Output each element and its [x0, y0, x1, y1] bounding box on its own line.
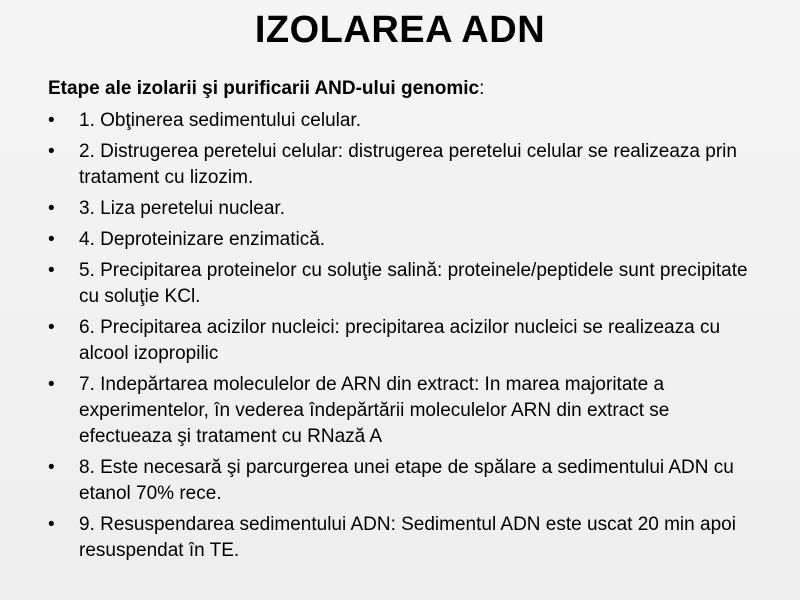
- step-text: 1. Obţinerea sedimentului celular.: [79, 110, 361, 131]
- step-text: 7. Indepărtarea moleculelor de ARN din extract: In marea majoritate a experimentelor, în vederea îndepărtării moleculelor ARN din extract se efectueaza şi tratament cu RNază A: [79, 374, 670, 447]
- step-text: 8. Este necesară şi parcurgerea unei etape de spălare a sedimentului ADN cu etanol 70% rece.: [79, 457, 734, 504]
- subtitle-bold-text: Etape ale izolarii şi purificarii AND-ului genomic: [48, 78, 480, 99]
- step-text: 2. Distrugerea peretelui celular: distrugerea peretelui celular se realizeaza prin tratament cu lizozim.: [79, 141, 737, 188]
- bullet-icon: •: [48, 141, 55, 162]
- bullet-icon: •: [48, 457, 55, 478]
- bullet-icon: •: [48, 110, 55, 131]
- bullet-icon: •: [48, 317, 55, 338]
- step-item: [48, 139, 763, 191]
- slide-title: IZOLAREA ADN: [254, 9, 546, 51]
- steps-list: [48, 108, 763, 569]
- subtitle-suffix: :: [479, 78, 485, 99]
- step-item: [48, 512, 763, 564]
- step-text: 6. Precipitarea acizilor nucleici: precipitarea acizilor nucleici se realizeaza cu alcool izopropilic: [79, 317, 721, 364]
- slide-subtitle: [48, 77, 484, 101]
- bullet-icon: •: [48, 229, 55, 250]
- step-text: 9. Resuspendarea sedimentului ADN: Sedimentul ADN este uscat 20 min apoi resuspendat în TE.: [79, 514, 736, 561]
- step-item: [48, 455, 763, 507]
- step-item: [48, 108, 763, 134]
- bullet-icon: •: [48, 514, 55, 535]
- step-text: 5. Precipitarea proteinelor cu soluţie salină: proteinele/peptidele sunt precipitate cu soluţie KCl.: [79, 260, 748, 307]
- bullet-icon: •: [48, 260, 55, 281]
- bullet-icon: •: [48, 374, 55, 395]
- step-item: [48, 315, 763, 367]
- step-text: 4. Deproteinizare enzimatică.: [79, 229, 326, 250]
- step-item: [48, 227, 763, 253]
- step-item: [48, 258, 763, 310]
- step-item: [48, 372, 763, 450]
- step-item: [48, 196, 763, 222]
- step-text: 3. Liza peretelui nuclear.: [79, 198, 285, 219]
- bullet-icon: •: [48, 198, 55, 219]
